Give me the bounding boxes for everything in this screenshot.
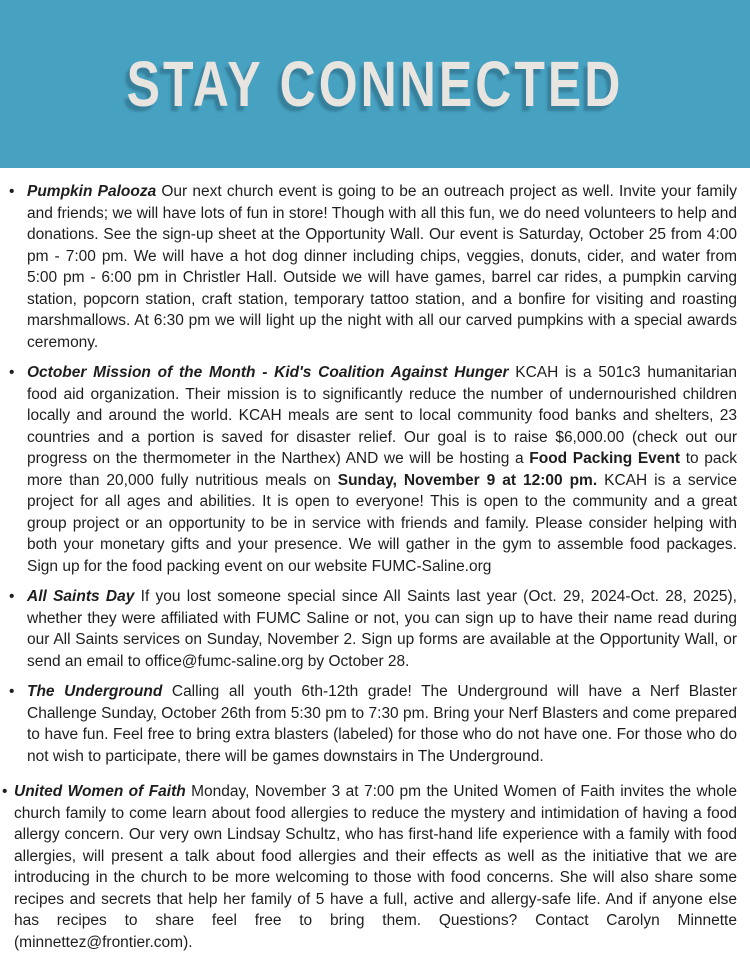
item-lead-united-women-of-faith: United Women of Faith xyxy=(14,783,186,800)
bullet-icon: • xyxy=(9,183,15,200)
item-text: If you lost someone special since All Saints last year (Oct. 29, 2024-Oct. 28, 2025), whether they were affiliated with FUMC Saline or not, you can sign up to have their name read during our All Saints services on Sunday, November 2. Sign up forms are available at the Opportunity Wall, or send an email to office@fumc-saline.org by October 28. xyxy=(27,588,737,670)
item-lead-all-saints-day: All Saints Day xyxy=(27,588,135,605)
bullet-icon: • xyxy=(9,588,15,605)
item-lead-the-underground: The Underground xyxy=(27,683,163,700)
bullet-icon: • xyxy=(9,683,15,700)
item-text: Food Packing Event xyxy=(529,450,681,467)
bullet-icon: • xyxy=(2,783,8,800)
item-lead-pumpkin-palooza: Pumpkin Palooza xyxy=(27,183,157,200)
bullet-icon: • xyxy=(9,364,15,381)
item-text: to pack more than 20,000 fully nutritious meals on xyxy=(27,450,737,489)
item-lead-october-mission-kcah: October Mission of the Month - Kid's Coalition Against Hunger xyxy=(27,364,509,381)
item-text: Our next church event is going to be an outreach project as well. Invite your family and friends; we will have lots of fun in store! Though with all this fun, we do need volunteers to help and donations. See the sign-up sheet at the Opportunity Wall. Our event is Saturday, October 25 from 4:00 pm - 7:00 pm. We will have a hot dog dinner including chips, veggies, donuts, cider, and water from 5:00 pm - 6:00 pm in Christler Hall. Outside we will have games, barrel car rides, a pumpkin carving station, popcorn station, craft station, temporary tattoo station, and a bonfire for visiting and roasting marshmallows. At 6:30 pm we will light up the night with all our carved pumpkins with a special awards ceremony. xyxy=(27,183,737,351)
list-item-united-women-of-faith xyxy=(0,781,737,953)
item-text: Calling all youth 6th-12th grade! The Underground will have a Nerf Blaster Challenge Sunday, October 26th from 5:30 pm to 7:30 pm. Bring your Nerf Blasters and come prepared to have fun. Feel free to bring extra blasters (labeled) for those who do not have one. For those who do not wish to participate, there will be games downstairs in The Underground. xyxy=(27,683,737,765)
newsletter-body xyxy=(0,168,750,953)
item-text: Sunday, November 9 at 12:00 pm. xyxy=(337,471,598,489)
newsletter-list xyxy=(0,181,737,953)
page-title: STAY CONNECTED xyxy=(126,48,624,120)
list-item-october-mission-kcah xyxy=(0,362,737,577)
header-banner xyxy=(0,0,750,168)
list-item-pumpkin-palooza xyxy=(0,181,737,353)
item-text: KCAH is a 501c3 humanitarian food aid organization. Their mission is to significantly reduce the number of undernourished children locally and around the world. KCAH meals are sent to local community food banks and shelters, 23 countries and a portion is saved for disaster relief. Our goal is to raise $6,000.00 (check out our progress on the thermometer in the Narthex) AND we will be hosting a xyxy=(27,364,737,467)
list-item-all-saints-day xyxy=(0,586,737,672)
list-item-the-underground xyxy=(0,681,737,767)
item-text: KCAH is a service project for all ages and abilities. It is open to everyone! This is open to the community and a great group project or an opportunity to be in service with friends and family. Please consider helping with both your monetary gifts and your presence. We will gather in the gym to assemble food packages. Sign up for the food packing event on our website FUMC-Saline.org xyxy=(27,471,738,575)
item-text: Monday, November 3 at 7:00 pm the United Women of Faith invites the whole church family to come learn about food allergies to reduce the mystery and intimidation of having a food allergy concern. Our very own Lindsay Schultz, who has first-hand life experience with a family with food allergies, will present a talk about food allergies and their effects as well as the initiative that we are introducing in the church to be more welcoming to those with food concerns. She will also share some recipes and secrets that help her family of 5 have a full, active and allergy-safe life. And if anyone else has recipes to share feel free to bring them. Questions? Contact Carolyn Minnette (minnettez@frontier.com). xyxy=(14,783,737,951)
